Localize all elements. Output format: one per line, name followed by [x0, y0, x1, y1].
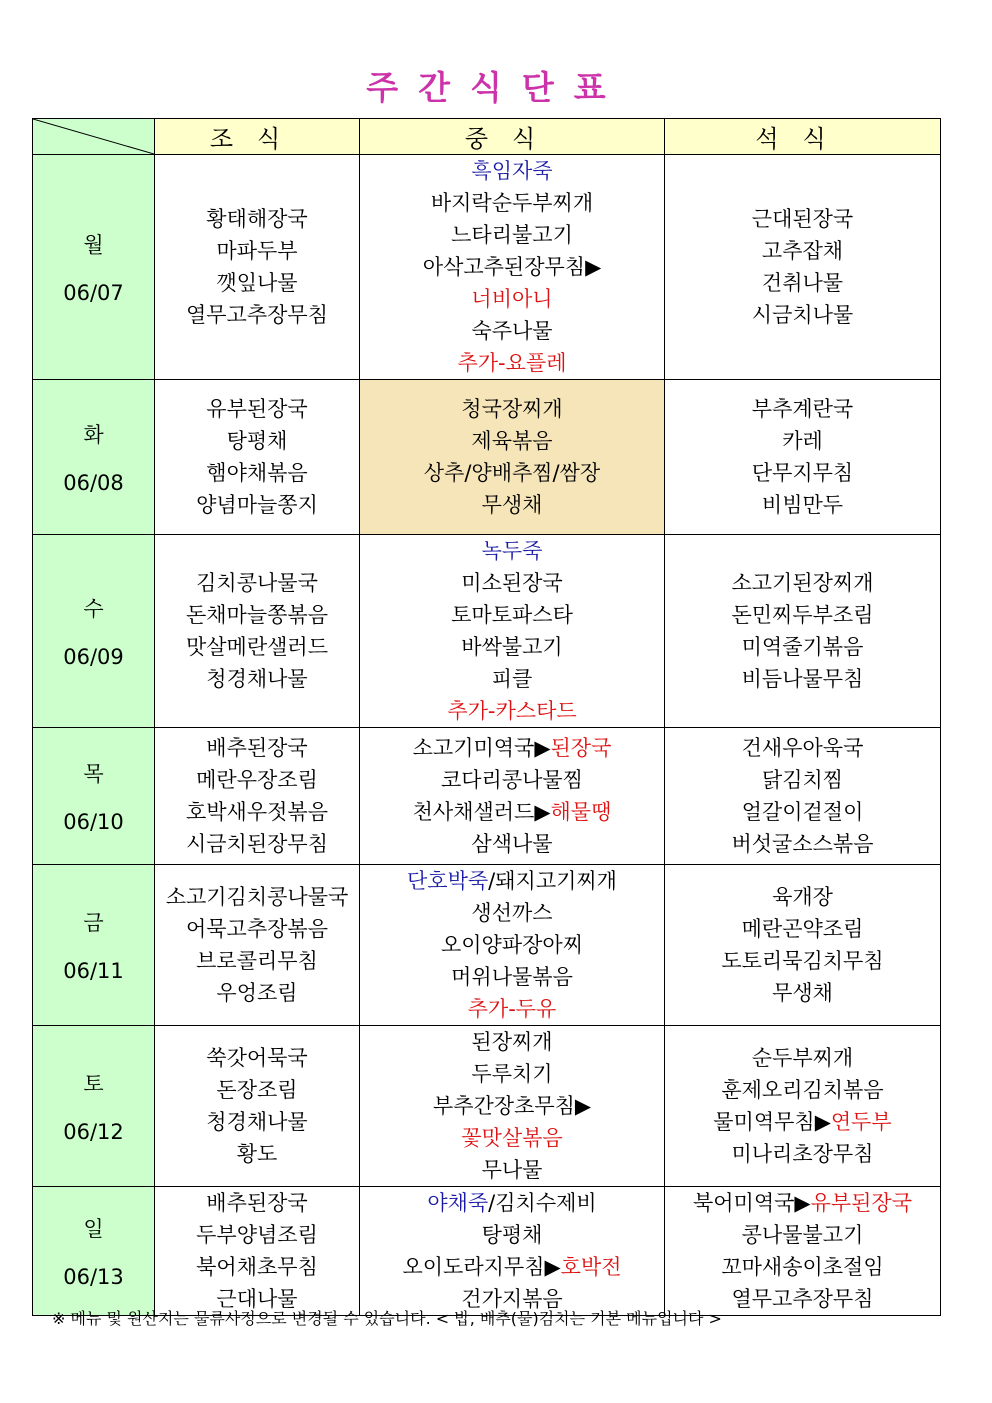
- page-title: 주간식단표: [366, 68, 626, 107]
- menu-item-text: 돈장조림: [216, 1078, 298, 1102]
- menu-item-text: 브로콜리무침: [196, 949, 318, 973]
- menu-item-text: 북어미역국▶: [692, 1191, 811, 1215]
- menu-item-text: 부추간장초무침▶: [432, 1094, 592, 1118]
- menu-item-text: 청국장찌개: [461, 397, 563, 421]
- menu-item: [360, 219, 664, 251]
- menu-item-text: 머위나물볶음: [451, 965, 573, 989]
- menu-item-text: 김치콩나물국: [196, 571, 318, 595]
- menu-item: [155, 881, 359, 913]
- menu-item-text: 근대나물: [216, 1287, 298, 1311]
- day-label-cell: [33, 865, 155, 1026]
- menu-item: [665, 977, 940, 1009]
- dinner-cell: [665, 1187, 941, 1316]
- menu-item: [155, 1074, 359, 1106]
- menu-item-text: 배추된장국: [206, 736, 308, 760]
- menu-item-text: 흑임자죽: [471, 159, 553, 183]
- day-name: 목: [83, 762, 104, 786]
- menu-item-text: 코다리콩나물찜: [440, 768, 583, 792]
- menu-item: [360, 695, 664, 727]
- menu-item: [360, 1122, 664, 1154]
- day-label-cell: [33, 728, 155, 865]
- menu-item-text: 메란곤약조림: [741, 917, 864, 941]
- menu-item-text: 천사채샐러드▶: [412, 800, 551, 824]
- menu-item-text: 된장찌개: [471, 1030, 553, 1054]
- menu-item: [360, 1154, 664, 1186]
- menu-item: [665, 267, 940, 299]
- menu-item: [155, 945, 359, 977]
- menu-item: [665, 1042, 940, 1074]
- menu-item: [360, 457, 664, 489]
- menu-item-text: 고추잡채: [761, 239, 844, 263]
- day-date: 06/08: [63, 471, 124, 495]
- menu-item: [665, 599, 940, 631]
- menu-item-text: 토마토파스타: [451, 603, 573, 627]
- menu-item: [665, 881, 940, 913]
- menu-item: [360, 535, 664, 567]
- menu-item: [155, 1042, 359, 1074]
- menu-item-text: 꽃맛살볶음: [461, 1126, 563, 1150]
- menu-item: [155, 489, 359, 521]
- footnote: ※ 메뉴 및 원산지는 물류사정으로 변경될 수 있습니다. < 밥, 배추(물)김치는 기본 메뉴입니다 >: [52, 1309, 722, 1328]
- menu-item: [360, 961, 664, 993]
- menu-item: [665, 796, 940, 828]
- day-name: 화: [83, 423, 104, 447]
- day-row: [33, 535, 941, 728]
- day-name: 토: [83, 1072, 104, 1096]
- menu-item-text: 생선까스: [471, 901, 553, 925]
- menu-item: [360, 865, 664, 897]
- menu-item-text: 무생채: [481, 493, 543, 517]
- breakfast-cell: [155, 1026, 360, 1187]
- day-row: [33, 1187, 941, 1316]
- day-date: 06/07: [63, 281, 124, 305]
- menu-item-text: 도토리묵김치무침: [721, 949, 884, 973]
- menu-item: [360, 347, 664, 379]
- menu-item: [665, 393, 940, 425]
- menu-item-text: 무생채: [772, 981, 833, 1005]
- menu-item-text: 어묵고추장볶음: [185, 917, 328, 941]
- menu-item: [155, 1138, 359, 1170]
- menu-item: [665, 567, 940, 599]
- menu-item-text: 배추된장국: [206, 1191, 308, 1215]
- menu-item: [665, 457, 940, 489]
- menu-item: [665, 1219, 940, 1251]
- breakfast-cell: [155, 865, 360, 1026]
- menu-item: [155, 631, 359, 663]
- header-row: [33, 119, 941, 155]
- day-row: [33, 1026, 941, 1187]
- menu-item: [360, 631, 664, 663]
- menu-item-text: 무나물: [481, 1158, 543, 1182]
- menu-item-text: 탕평채: [481, 1223, 543, 1247]
- menu-item: [155, 663, 359, 695]
- menu-item: [665, 203, 940, 235]
- menu-item: [155, 425, 359, 457]
- menu-item-text: 바싹불고기: [461, 635, 563, 659]
- day-name: 수: [83, 597, 104, 621]
- menu-item-text: 소고기미역국▶: [412, 736, 551, 760]
- menu-item: [665, 828, 940, 860]
- day-row: [33, 865, 941, 1026]
- menu-item-text: 건새우아욱국: [741, 736, 864, 760]
- menu-item: [360, 929, 664, 961]
- day-date: 06/09: [63, 645, 124, 669]
- menu-item-text: 순두부찌개: [751, 1046, 854, 1070]
- menu-item: [665, 945, 940, 977]
- menu-item-text: 오이도라지무침▶: [402, 1255, 561, 1279]
- menu-item-text: 콩나물불고기: [741, 1223, 864, 1247]
- day-name: 일: [83, 1217, 104, 1241]
- menu-item-text: 야채죽: [427, 1191, 489, 1215]
- lunch-cell: [360, 728, 665, 865]
- menu-item-text: 삼색나물: [471, 832, 553, 856]
- menu-item-text: 카레: [782, 429, 823, 453]
- menu-item: [665, 631, 940, 663]
- menu-item: [360, 599, 664, 631]
- lunch-cell: [360, 155, 665, 380]
- menu-item-text: 미역줄기볶음: [741, 635, 864, 659]
- menu-item: [360, 567, 664, 599]
- breakfast-cell: [155, 155, 360, 380]
- menu-item-text: 녹두죽: [481, 539, 543, 563]
- menu-item-text: 마파두부: [216, 239, 298, 263]
- day-row: [33, 155, 941, 380]
- menu-item: [155, 1187, 359, 1219]
- menu-item: [155, 599, 359, 631]
- menu-item-text: 오이양파장아찌: [440, 933, 583, 957]
- menu-item-text: 너비아니: [471, 287, 553, 311]
- menu-item: [155, 457, 359, 489]
- menu-item: [155, 764, 359, 796]
- dinner-cell: [665, 865, 941, 1026]
- menu-item: [665, 663, 940, 695]
- menu-item-text: 황도: [236, 1142, 278, 1166]
- day-label-cell: [33, 1187, 155, 1316]
- menu-item: [155, 1106, 359, 1138]
- menu-item-text: 버섯굴소스볶음: [731, 832, 874, 856]
- menu-item-text: 청경채나물: [206, 667, 308, 691]
- menu-item: [360, 1058, 664, 1090]
- menu-item-text: 양념마늘쫑지: [196, 493, 318, 517]
- menu-item: [665, 1074, 940, 1106]
- menu-item-text: 두부양념조림: [196, 1223, 318, 1247]
- menu-item-text: 탕평채: [226, 429, 288, 453]
- day-label-cell: [33, 155, 155, 380]
- menu-item-text: /김치수제비: [488, 1191, 597, 1215]
- lunch-cell: [360, 865, 665, 1026]
- column-header-dinner: 석식: [665, 119, 941, 155]
- menu-item: [360, 187, 664, 219]
- menu-item-text: 황태해장국: [206, 207, 308, 231]
- dinner-cell: [665, 728, 941, 865]
- menu-item-text: 피클: [491, 667, 533, 691]
- menu-item: [360, 828, 664, 860]
- menu-item-text: 두루치기: [471, 1062, 553, 1086]
- menu-item-text: 호박새우젓볶음: [185, 800, 328, 824]
- menu-item-text: 호박전: [560, 1255, 622, 1279]
- menu-item-text: 바지락순두부찌개: [430, 191, 594, 215]
- menu-item: [155, 732, 359, 764]
- menu-item-text: 미소된장국: [461, 571, 563, 595]
- menu-item: [155, 828, 359, 860]
- menu-item: [665, 1106, 940, 1138]
- menu-item-text: 유부된장국: [206, 397, 308, 421]
- menu-item-text: 북어채초무침: [196, 1255, 318, 1279]
- menu-item: [665, 764, 940, 796]
- menu-item-text: 단무지무침: [751, 461, 854, 485]
- lunch-cell: [360, 535, 665, 728]
- day-name: 월: [83, 233, 104, 257]
- day-label-cell: [33, 1026, 155, 1187]
- menu-item: [155, 1251, 359, 1283]
- menu-item: [155, 1219, 359, 1251]
- menu-item-text: 깻잎나물: [216, 271, 298, 295]
- menu-item: [360, 897, 664, 929]
- menu-item: [360, 425, 664, 457]
- menu-item: [360, 764, 664, 796]
- menu-item: [665, 489, 940, 521]
- menu-item-text: 꼬마새송이초절임: [721, 1255, 884, 1279]
- menu-item: [360, 1090, 664, 1122]
- menu-item: [665, 425, 940, 457]
- breakfast-cell: [155, 535, 360, 728]
- menu-item: [360, 796, 664, 828]
- day-row: [33, 380, 941, 535]
- menu-item: [360, 283, 664, 315]
- menu-item: [665, 1251, 940, 1283]
- day-date: 06/10: [63, 810, 124, 834]
- dinner-cell: [665, 535, 941, 728]
- menu-item-text: 추가-카스타드: [447, 699, 577, 723]
- menu-item-text: 제육볶음: [471, 429, 553, 453]
- day-row: [33, 728, 941, 865]
- breakfast-cell: [155, 728, 360, 865]
- diagonal-line-icon: [33, 119, 154, 154]
- menu-item: [360, 1219, 664, 1251]
- day-name: 금: [83, 911, 104, 935]
- menu-item-text: 돈민찌두부조림: [731, 603, 874, 627]
- menu-item: [360, 489, 664, 521]
- menu-item-text: 비듬나물무침: [741, 667, 864, 691]
- dinner-cell: [665, 380, 941, 535]
- menu-item-text: 메란우장조림: [196, 768, 318, 792]
- menu-item: [155, 567, 359, 599]
- menu-item: [665, 913, 940, 945]
- menu-item-text: 소고기김치콩나물국: [165, 885, 349, 909]
- menu-item-text: 물미역무침▶: [713, 1110, 831, 1134]
- menu-item-text: 근대된장국: [751, 207, 854, 231]
- menu-item: [360, 732, 664, 764]
- menu-item-text: 열무고추장무침: [185, 303, 328, 327]
- lunch-cell: [360, 1026, 665, 1187]
- lunch-cell: [360, 380, 665, 535]
- day-label-cell: [33, 535, 155, 728]
- day-date: 06/11: [63, 959, 124, 983]
- menu-item-text: 건가지볶음: [461, 1287, 563, 1311]
- menu-item: [360, 993, 664, 1025]
- day-date: 06/13: [63, 1265, 124, 1289]
- menu-item-text: 숙주나물: [471, 319, 553, 343]
- menu-item-text: 된장국: [550, 736, 612, 760]
- menu-item: [155, 977, 359, 1009]
- lunch-cell: [360, 1187, 665, 1316]
- menu-item: [155, 203, 359, 235]
- menu-item: [155, 235, 359, 267]
- menu-item-text: 닭김치찜: [761, 768, 844, 792]
- menu-item-text: 맛살메란샐러드: [185, 635, 328, 659]
- menu-item-text: 추가-두유: [467, 997, 557, 1021]
- menu-item-text: 느타리불고기: [451, 223, 573, 247]
- menu-item-text: 유부된장국: [810, 1191, 913, 1215]
- menu-item-text: 단호박죽: [407, 869, 489, 893]
- menu-item: [665, 732, 940, 764]
- menu-item-text: 쑥갓어묵국: [206, 1046, 308, 1070]
- day-label-cell: [33, 380, 155, 535]
- menu-item-text: 추가-요플레: [457, 351, 567, 375]
- menu-item: [360, 155, 664, 187]
- menu-item-text: 소고기된장찌개: [731, 571, 874, 595]
- menu-item: [360, 315, 664, 347]
- menu-item: [665, 1187, 940, 1219]
- menu-item-text: 햄야채볶음: [206, 461, 308, 485]
- menu-item-text: 미나리초장무침: [731, 1142, 874, 1166]
- menu-item-text: 비빔만두: [761, 493, 844, 517]
- dinner-cell: [665, 1026, 941, 1187]
- column-header-lunch: 중식: [360, 119, 665, 155]
- dinner-cell: [665, 155, 941, 380]
- menu-item-text: 청경채나물: [206, 1110, 308, 1134]
- day-date: 06/12: [63, 1120, 124, 1144]
- menu-item-text: 우엉조림: [216, 981, 298, 1005]
- menu-item: [360, 1187, 664, 1219]
- menu-item: [665, 299, 940, 331]
- column-header-breakfast: 조식: [155, 119, 360, 155]
- menu-item: [360, 251, 664, 283]
- menu-item-text: 아삭고추된장무침▶: [422, 255, 602, 279]
- menu-item-text: 훈제오리김치볶음: [721, 1078, 884, 1102]
- menu-item-text: 열무고추장무침: [731, 1287, 874, 1311]
- menu-item-text: 부추계란국: [751, 397, 854, 421]
- corner-cell: [33, 119, 155, 155]
- breakfast-cell: [155, 1187, 360, 1316]
- menu-item-text: 해물땡: [550, 800, 612, 824]
- menu-item: [665, 235, 940, 267]
- menu-item: [360, 1026, 664, 1058]
- breakfast-cell: [155, 380, 360, 535]
- menu-item-text: /돼지고기찌개: [488, 869, 617, 893]
- menu-item-text: 연두부: [830, 1110, 892, 1134]
- menu-item-text: 건취나물: [761, 271, 844, 295]
- menu-item: [155, 393, 359, 425]
- menu-item: [155, 913, 359, 945]
- menu-item: [155, 299, 359, 331]
- menu-item: [665, 1138, 940, 1170]
- weekly-menu-table: [32, 118, 941, 1316]
- menu-item: [155, 267, 359, 299]
- menu-item-text: 얼갈이겉절이: [741, 800, 864, 824]
- menu-item-text: 육개장: [772, 885, 833, 909]
- menu-item-text: 상추/양배추찜/쌈장: [423, 461, 601, 485]
- menu-item: [155, 796, 359, 828]
- menu-item: [360, 663, 664, 695]
- menu-item-text: 돈채마늘쫑볶음: [185, 603, 328, 627]
- menu-item-text: 시금치된장무침: [185, 832, 328, 856]
- menu-item: [360, 1251, 664, 1283]
- menu-item-text: 시금치나물: [751, 303, 854, 327]
- menu-item: [360, 393, 664, 425]
